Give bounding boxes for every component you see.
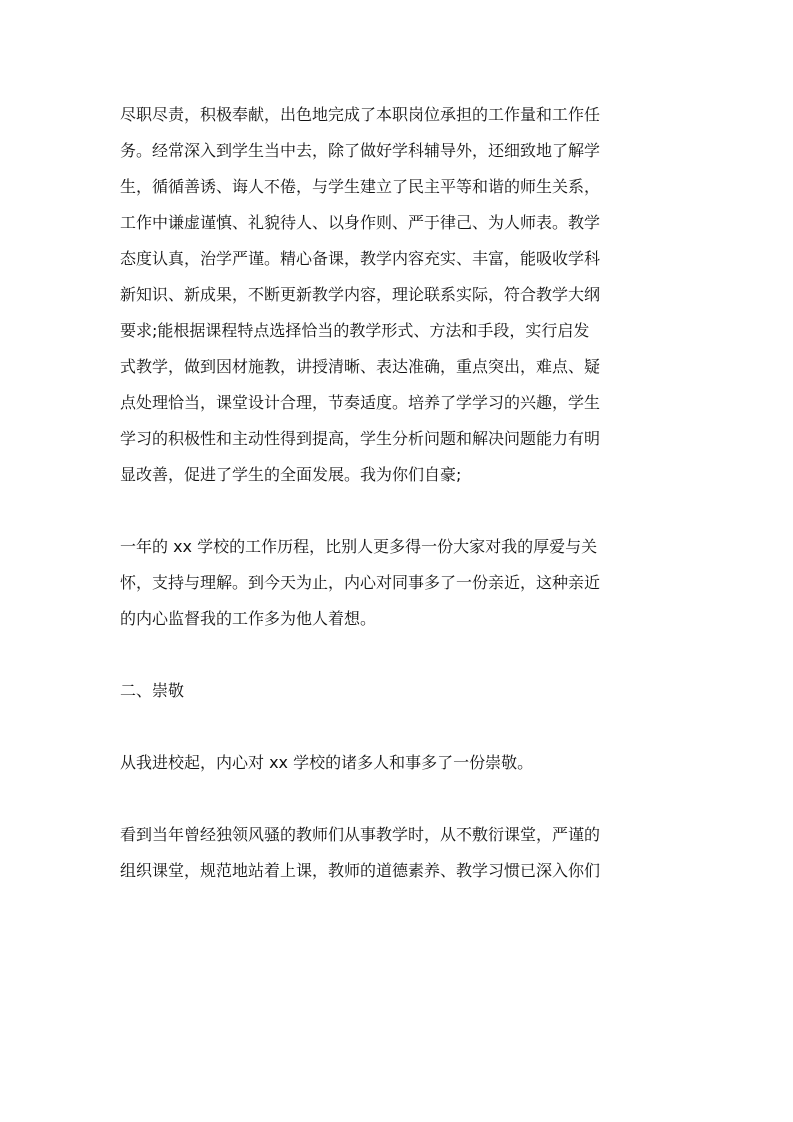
- text-line: 看到当年曾经独领风骚的教师们从事教学时，从不敷衍课堂，严谨的: [120, 825, 601, 844]
- text-line: 务。经常深入到学生当中去，除了做好学科辅导外，还细致地了解学: [120, 141, 601, 160]
- paragraph-spacer: [120, 781, 680, 817]
- text-line: 的内心监督我的工作多为他人着想。: [120, 609, 377, 628]
- text-line: 从我进校起，内心对 xx 学校的诸多人和事多了一份崇敬。: [120, 753, 534, 772]
- text-line: 式教学，做到因材施教，讲授清晰、表达准确，重点突出，难点、疑: [120, 357, 601, 376]
- text-line: 显改善，促进了学生的全面发展。我为你们自豪;: [120, 465, 462, 484]
- text-line: 新知识、新成果，不断更新教学内容，理论联系实际，符合教学大纲: [120, 285, 601, 304]
- paragraph-year-at-school: [120, 529, 680, 637]
- paragraph-teachers: [120, 817, 680, 889]
- text-line: 尽职尽责，积极奉献，出色地完成了本职岗位承担的工作量和工作任: [120, 105, 601, 124]
- text-line: 一年的 xx 学校的工作历程，比别人更多得一份大家对我的厚爱与关: [120, 537, 598, 556]
- text-line: 态度认真，治学严谨。精心备课，教学内容充实、丰富，能吸收学科: [120, 249, 601, 268]
- text-line: 点处理恰当，课堂设计合理，节奏适度。培养了学学习的兴趣，学生: [120, 393, 601, 412]
- text-line: 工作中谦虚谨慎、礼貌待人、以身作则、严于律己、为人师表。教学: [120, 213, 601, 232]
- document-body: [120, 97, 680, 889]
- paragraph-spacer: [120, 637, 680, 673]
- text-line: 要求;能根据课程特点选择恰当的教学形式、方法和手段，实行启发: [120, 321, 590, 340]
- paragraph-spacer: [120, 493, 680, 529]
- text-line: 组织课堂，规范地站着上课，教师的道德素养、教学习惯已深入你们: [120, 861, 601, 880]
- text-line: 生，循循善诱、诲人不倦，与学生建立了民主平等和谐的师生关系，: [120, 177, 601, 196]
- text-line: 学习的积极性和主动性得到提高，学生分析问题和解决问题能力有明: [120, 429, 601, 448]
- paragraph-spacer: [120, 709, 680, 745]
- paragraph-respect-intro: [120, 745, 680, 781]
- text-line: 怀，支持与理解。到今天为止，内心对同事多了一份亲近，这种亲近: [120, 573, 601, 592]
- paragraph-dedication: [120, 97, 680, 493]
- section-heading: 二、崇敬: [120, 681, 185, 700]
